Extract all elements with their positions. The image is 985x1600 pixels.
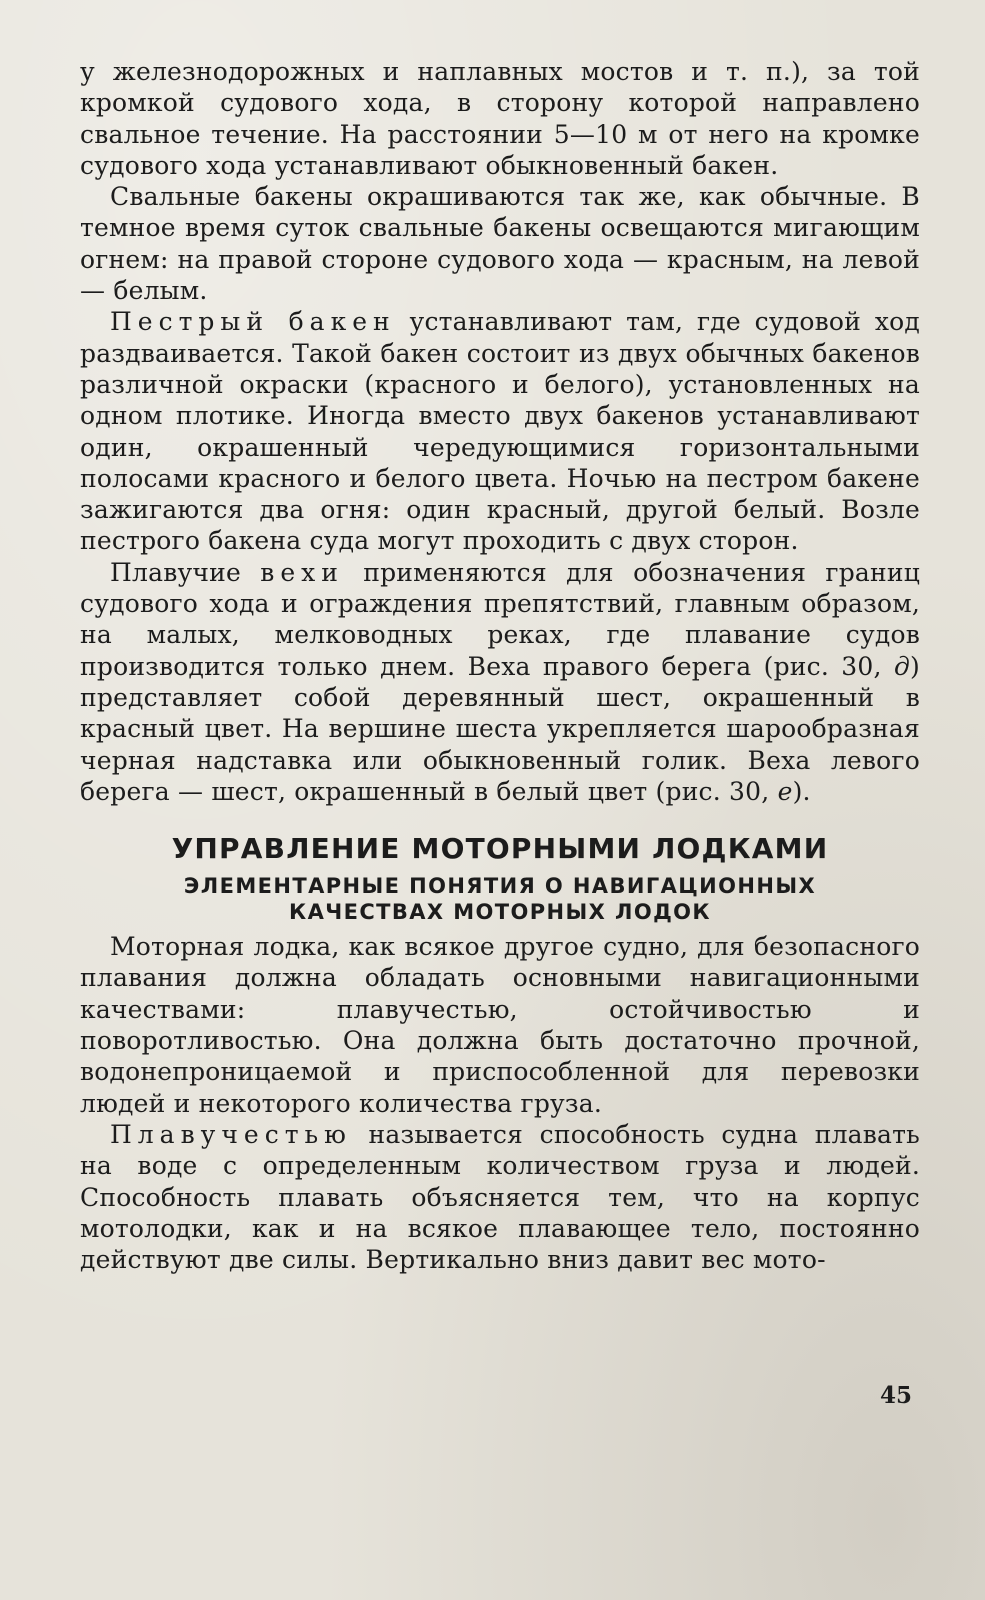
paragraph-text: ). xyxy=(792,776,811,806)
figure-ref-d: д xyxy=(893,651,911,681)
page-text xyxy=(80,56,920,1275)
paragraph-text: у железнодорожных и наплавных мостов и т. п.), за той кромкой судового хода, в сторону которой направлено свальное течение. На расстоянии 5—10 м от него на кромке судового хода устанавливают обыкновенный бакен. xyxy=(80,57,920,180)
paragraph-text: Свальные бакены окрашиваются так же, как обычные. В темное время суток свальные бакены освещаются мигающим огнем: на правой стороне судового хода — красным, на левой — белым. xyxy=(80,182,920,306)
paragraph-floating-marks xyxy=(80,557,920,807)
page-number: 45 xyxy=(880,1382,913,1409)
paragraph-text: Моторная лодка, как всякое другое судно, для безопасного плавания должна обладать основными навигационными качествами: плавучестью, остойчивостью и поворотливостью. Она должна быть достаточно прочной, водонепроницаемой и приспособленной для перевозки людей и некоторого количества груза. xyxy=(80,932,920,1118)
paragraph-navigational-qualities xyxy=(80,931,920,1119)
term-motley-buoy: Пестрый бакен xyxy=(110,307,396,337)
paragraph-text: ) представляет собой деревянный шест, окрашенный в красный цвет. На вершине шеста укрепляется шарообразная черная надставка или обыкновенный голик. Веха левого берега — шест, окрашенный в белый цвет (рис. 30, xyxy=(80,651,920,806)
paragraph-dump-buoys xyxy=(80,181,920,306)
figure-ref-e: е xyxy=(777,776,793,806)
paragraph-text: устанавливают там, где судовой ход раздваивается. Такой бакен состоит из двух обычных бакенов различной окраски (красного и белого), установленных на одном плотике. Иногда вместо двух бакенов устанавливают один, окрашенный чередующимися горизонтальными полосами красного и белого цвета. Ночью на пестром бакене зажигаются два огня: один красный, другой белый. Возле пестрого бакена суда могут проходить с двух сторон. xyxy=(80,307,921,556)
paragraph-text: применяются для обозначения границ судового хода и ограждения препятствий, главным образом, на малых, мелководных реках, где плавание судов производится только днем. Веха правого берега (рис. 30, xyxy=(80,557,920,681)
subsection-heading-line-1: ЭЛЕМЕНТАРНЫЕ ПОНЯТИЯ О НАВИГАЦИОННЫХ xyxy=(183,874,817,899)
subsection-heading-line-2: КАЧЕСТВАХ МОТОРНЫХ ЛОДОК xyxy=(289,900,711,925)
paragraph-motley-buoy xyxy=(80,306,920,556)
paragraph-continued xyxy=(80,56,920,181)
paragraph-buoyancy xyxy=(80,1119,920,1275)
term-marks: вехи xyxy=(260,557,344,587)
subsection-heading xyxy=(80,873,920,925)
paragraph-text: называется способность судна плавать на воде с определенным количеством груза и людей. Способность плавать объясняется тем, что на корпус мотолодки, как и на всякое плавающее тело, постоянно действуют две силы. Вертикально вниз давит вес мото- xyxy=(80,1119,920,1275)
section-heading: УПРАВЛЕНИЕ МОТОРНЫМИ ЛОДКАМИ xyxy=(171,832,829,866)
term-buoyancy: Плавучестью xyxy=(110,1119,352,1149)
paragraph-lead: Плавучие xyxy=(110,557,261,587)
